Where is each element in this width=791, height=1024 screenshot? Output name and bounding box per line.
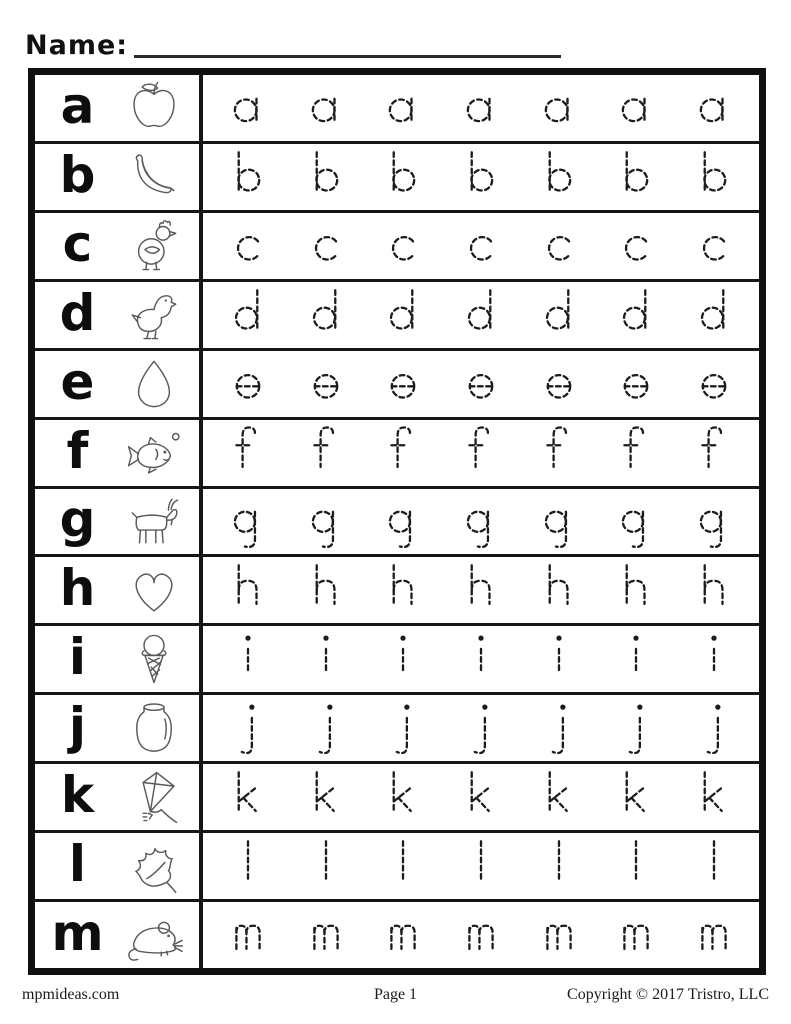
ice-cream-image [125, 630, 183, 688]
trace-cell [203, 626, 759, 692]
kite-image [125, 768, 183, 826]
solid-letter: j [68, 697, 87, 756]
trace-letter-d [697, 284, 731, 346]
name-header [25, 32, 766, 59]
trace-letter-g [697, 490, 731, 552]
table-row [35, 626, 759, 695]
trace-letter-b [464, 146, 498, 208]
leaf-image [125, 837, 183, 895]
fish-image [125, 424, 183, 482]
trace-letter-g [386, 490, 420, 552]
solid-letter: h [59, 559, 96, 618]
table-row [35, 282, 759, 351]
table-row [35, 420, 759, 489]
trace-letter-h [464, 559, 498, 621]
trace-letter-g [309, 490, 343, 552]
trace-letter-c [542, 215, 576, 277]
trace-cell [203, 695, 759, 761]
jar-image [125, 699, 183, 757]
trace-letter-m [386, 904, 420, 966]
trace-letter-d [386, 284, 420, 346]
trace-cell [203, 764, 759, 830]
trace-letter-b [231, 146, 265, 208]
trace-letter-b [542, 146, 576, 208]
trace-letter-l [697, 835, 731, 897]
trace-letter-c [464, 215, 498, 277]
trace-letter-a [386, 77, 420, 139]
table-row [35, 351, 759, 420]
trace-letter-a [231, 77, 265, 139]
goat-image [125, 492, 183, 550]
table-row [35, 764, 759, 833]
letter-cell [35, 489, 203, 555]
trace-letter-l [542, 835, 576, 897]
trace-cell [203, 489, 759, 555]
chicken-image [125, 217, 183, 275]
trace-cell [203, 282, 759, 348]
trace-letter-h [231, 559, 265, 621]
trace-letter-j [231, 697, 265, 759]
letter-cell [35, 695, 203, 761]
trace-letter-k [697, 766, 731, 828]
trace-letter-b [619, 146, 653, 208]
trace-letter-d [619, 284, 653, 346]
trace-letter-b [309, 146, 343, 208]
trace-letter-d [309, 284, 343, 346]
trace-letter-g [542, 490, 576, 552]
trace-letter-c [386, 215, 420, 277]
solid-letter: f [66, 421, 89, 480]
trace-cell [203, 833, 759, 899]
solid-letter: k [60, 766, 95, 825]
trace-letter-i [464, 628, 498, 690]
trace-letter-h [386, 559, 420, 621]
trace-letter-e [619, 353, 653, 415]
trace-letter-f [464, 422, 498, 484]
letter-cell [35, 902, 203, 968]
trace-letter-e [464, 353, 498, 415]
trace-cell [203, 75, 759, 141]
trace-letter-f [231, 422, 265, 484]
footer-page-number: Page 1 [373, 986, 418, 1003]
trace-letter-m [619, 904, 653, 966]
trace-letter-f [619, 422, 653, 484]
banana-image [125, 148, 183, 206]
trace-letter-d [231, 284, 265, 346]
egg-image [125, 355, 183, 413]
trace-letter-i [619, 628, 653, 690]
trace-letter-e [231, 353, 265, 415]
trace-cell [203, 420, 759, 486]
trace-letter-g [231, 490, 265, 552]
letter-cell [35, 833, 203, 899]
trace-letter-k [619, 766, 653, 828]
trace-letter-e [542, 353, 576, 415]
trace-letter-m [231, 904, 265, 966]
letter-cell [35, 764, 203, 830]
trace-letter-j [386, 697, 420, 759]
trace-letter-m [697, 904, 731, 966]
trace-letter-e [309, 353, 343, 415]
trace-letter-a [309, 77, 343, 139]
trace-cell [203, 902, 759, 968]
solid-letter: d [59, 283, 96, 342]
solid-letter: a [60, 76, 95, 135]
trace-letter-f [542, 422, 576, 484]
trace-letter-m [309, 904, 343, 966]
apple-image [125, 79, 183, 137]
letter-cell [35, 626, 203, 692]
trace-letter-k [542, 766, 576, 828]
trace-letter-a [697, 77, 731, 139]
trace-letter-a [619, 77, 653, 139]
trace-letter-j [464, 697, 498, 759]
table-row [35, 902, 759, 968]
trace-letter-i [231, 628, 265, 690]
solid-letter: m [51, 904, 104, 963]
trace-letter-i [386, 628, 420, 690]
trace-letter-f [386, 422, 420, 484]
trace-letter-k [309, 766, 343, 828]
solid-letter: l [68, 835, 87, 894]
solid-letter: c [62, 214, 93, 273]
duck-image [125, 286, 183, 344]
trace-cell [203, 213, 759, 279]
solid-letter: i [68, 628, 87, 687]
trace-letter-k [386, 766, 420, 828]
trace-letter-m [542, 904, 576, 966]
trace-letter-h [619, 559, 653, 621]
trace-letter-f [697, 422, 731, 484]
footer-copyright: Copyright © 2017 Tristro, LLC [567, 986, 769, 1003]
table-row [35, 144, 759, 213]
footer-site: mpmideas.com [22, 986, 120, 1003]
trace-letter-d [464, 284, 498, 346]
trace-letter-e [386, 353, 420, 415]
trace-letter-j [697, 697, 731, 759]
trace-letter-h [309, 559, 343, 621]
letter-cell [35, 351, 203, 417]
trace-letter-c [309, 215, 343, 277]
mouse-image [125, 906, 183, 964]
footer [0, 986, 791, 1004]
trace-letter-c [619, 215, 653, 277]
letter-cell [35, 557, 203, 623]
letter-cell [35, 282, 203, 348]
letter-cell [35, 144, 203, 210]
table-row [35, 557, 759, 626]
trace-letter-j [619, 697, 653, 759]
trace-letter-l [619, 835, 653, 897]
heart-image [125, 561, 183, 619]
trace-letter-b [697, 146, 731, 208]
trace-letter-g [464, 490, 498, 552]
tracing-table [28, 68, 766, 975]
trace-letter-a [542, 77, 576, 139]
trace-letter-i [697, 628, 731, 690]
trace-letter-j [542, 697, 576, 759]
trace-letter-i [542, 628, 576, 690]
solid-letter: b [59, 145, 96, 204]
trace-letter-i [309, 628, 343, 690]
table-row [35, 213, 759, 282]
name-write-line [134, 55, 561, 58]
trace-letter-h [697, 559, 731, 621]
trace-letter-l [231, 835, 265, 897]
trace-letter-l [464, 835, 498, 897]
trace-letter-d [542, 284, 576, 346]
table-row [35, 695, 759, 764]
table-row [35, 489, 759, 558]
letter-cell [35, 75, 203, 141]
trace-cell [203, 557, 759, 623]
table-row [35, 75, 759, 144]
solid-letter: e [60, 352, 95, 411]
trace-letter-j [309, 697, 343, 759]
trace-letter-c [697, 215, 731, 277]
letter-cell [35, 420, 203, 486]
trace-letter-k [231, 766, 265, 828]
trace-letter-b [386, 146, 420, 208]
name-label: Name: [25, 30, 129, 61]
trace-letter-k [464, 766, 498, 828]
trace-letter-e [697, 353, 731, 415]
trace-letter-h [542, 559, 576, 621]
trace-letter-a [464, 77, 498, 139]
trace-letter-f [309, 422, 343, 484]
trace-letter-c [231, 215, 265, 277]
letter-cell [35, 213, 203, 279]
trace-letter-m [464, 904, 498, 966]
trace-letter-l [386, 835, 420, 897]
solid-letter: g [59, 490, 96, 549]
trace-letter-g [619, 490, 653, 552]
trace-letter-l [309, 835, 343, 897]
trace-cell [203, 144, 759, 210]
trace-cell [203, 351, 759, 417]
table-row [35, 833, 759, 902]
